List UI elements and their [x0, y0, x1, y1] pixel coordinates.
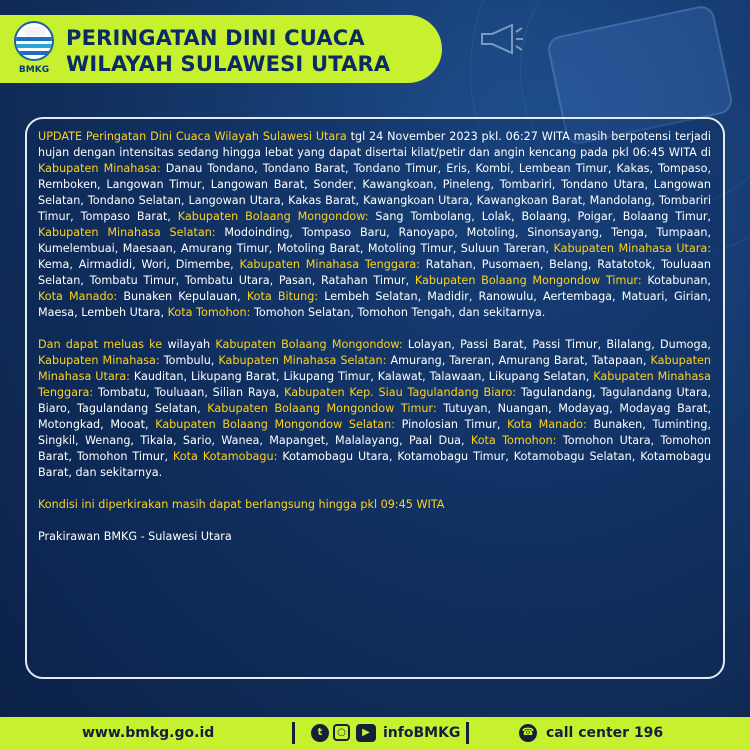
- bmkg-logo-text: BMKG: [18, 65, 50, 75]
- region-label: Kota Tomohon:: [167, 306, 251, 319]
- region-label: Kabupaten Bolaang Mongondow Selatan:: [155, 418, 395, 431]
- twitter-icon[interactable]: t: [311, 724, 329, 742]
- district-list-text: Tomohon Selatan, Tomohon Tengah, dan sekitarnya.: [250, 306, 546, 319]
- region-label: Kabupaten Bolaang Mongondow Timur:: [207, 402, 437, 415]
- region-label: Kabupaten Minahasa:: [38, 162, 161, 175]
- region-label: Kabupaten Minahasa Utara:: [38, 354, 711, 383]
- district-list-text: Pinolosian Timur,: [394, 418, 508, 431]
- social-handle[interactable]: infoBMKG: [383, 725, 461, 741]
- district-list-text: Kotabunan,: [641, 274, 711, 287]
- region-label: Kabupaten Minahasa:: [38, 354, 160, 367]
- bmkg-logo: [12, 21, 56, 79]
- district-list-text: Bunaken, Tuminting, Singkil, Wenang, Tikala, Sario, Wanea, Mapanget, Malalayang, Paal Dua,: [38, 418, 712, 447]
- region-label: Kota Manado:: [38, 290, 118, 303]
- footer-divider: [466, 722, 469, 744]
- district-list-text: Lolayan, Passi Barat, Passi Timur, Bilalang, Dumoga,: [402, 338, 711, 351]
- district-list-text: Ratahan, Pusomaen, Belang, Ratatotok, Touluaan Selatan, Tombatu Timur, Tombatu Utara, Pasan, Ratahan Timur,: [38, 258, 711, 287]
- youtube-icon[interactable]: ▶: [356, 724, 376, 742]
- region-label: Kabupaten Minahasa Utara:: [553, 242, 711, 255]
- phone-icon: ☎: [519, 724, 537, 742]
- footer-divider: [292, 722, 295, 744]
- district-list-text: Modoinding, Tompaso Baru, Ranoyapo, Motoling, Sinonsayang, Tenga, Tumpaan, Kumelembuai, Maesaan, Amurang Timur, Motoling Barat, Motoling Timur, Suluun Tareran,: [38, 226, 711, 255]
- region-label: Kabupaten Bolaang Mongondow:: [215, 338, 403, 351]
- region-label: Kabupaten Minahasa Tenggara:: [239, 258, 421, 271]
- megaphone-icon: [478, 22, 524, 56]
- district-list-text: Tagulandang, Tagulandang Utara, Biaro, Tagulandang Selatan,: [38, 386, 711, 415]
- district-list-text: Kauditan, Likupang Barat, Likupang Timur, Kalawat, Talawaan, Likupang Selatan,: [129, 370, 594, 383]
- page-title-line2: WILAYAH SULAWESI UTARA: [66, 52, 391, 76]
- district-list-text: Tomohon Utara, Tomohon Barat, Tomohon Timur,: [38, 434, 711, 463]
- district-list-text: Tombulu,: [159, 354, 219, 367]
- district-list-text: wilayah: [162, 338, 216, 351]
- warning-paragraph-main: [38, 129, 711, 321]
- district-list-text: Sang Tombolang, Lolak, Bolaang, Poigar, Bolaang Timur,: [368, 210, 711, 223]
- header-banner: [0, 15, 442, 83]
- forecaster-signature: Prakirawan BMKG - Sulawesi Utara: [38, 530, 232, 543]
- page-title-line1: PERINGATAN DINI CUACA: [66, 26, 365, 50]
- region-label: Dan dapat meluas ke: [38, 338, 163, 351]
- condition-note: Kondisi ini diperkirakan masih dapat berlangsung hingga pkl 09:45 WITA: [38, 498, 445, 511]
- instagram-icon[interactable]: ○: [333, 724, 350, 741]
- district-list-text: Danau Tondano, Tondano Barat, Tondano Timur, Eris, Kombi, Lembean Timur, Kakas, Tompaso, Remboken, Langowan Timur, Langowan Barat, Sonder, Kawangkoan, Pineleng, Tombariri, Tondano Utara, Langowan Selatan, Tondano Selatan, Langowan Utara, Kakas Barat, Kawangkoan Utara, Kawangkoan Barat, Mandolang, Tombariri Timur, Tompaso Barat,: [38, 162, 712, 223]
- district-list-text: Bunaken Kepulauan,: [117, 290, 247, 303]
- region-label: Kabupaten Bolaang Mongondow Timur:: [414, 274, 642, 287]
- warning-paragraph-extension: [38, 337, 711, 481]
- call-center-text: call center 196: [546, 725, 664, 741]
- website-link[interactable]: www.bmkg.go.id: [82, 725, 215, 741]
- district-list-text: tgl 24 November 2023 pkl. 06:27 WITA masih berpotensi terjadi hujan dengan intensitas sedang hingga lebat yang dapat disertai kilat/petir dan angin kencang pada pkl 06:45 WITA di: [38, 130, 711, 159]
- footer-bar: [0, 717, 750, 750]
- page-title: [66, 25, 390, 77]
- region-label: Kota Tomohon:: [470, 434, 557, 447]
- region-label: Kabupaten Minahasa Tenggara:: [38, 370, 711, 399]
- district-list-text: Lembeh Selatan, Madidir, Ranowulu, Aertembaga, Matuari, Girian, Maesa, Lembeh Utara,: [38, 290, 711, 319]
- warning-content-box: [25, 117, 725, 679]
- region-label: Kabupaten Minahasa Selatan:: [38, 226, 216, 239]
- region-label: Kota Manado:: [507, 418, 587, 431]
- region-label: Kota Bitung:: [246, 290, 319, 303]
- district-list-text: Amurang, Tareran, Amurang Barat, Tatapaan,: [386, 354, 651, 367]
- district-list-text: Kotamobagu Utara, Kotamobagu Timur, Kotamobagu Selatan, Kotamobagu Barat, dan sekitarnya.: [38, 450, 711, 479]
- region-label: Kabupaten Bolaang Mongondow:: [177, 210, 369, 223]
- region-label: Kabupaten Kep. Siau Tagulandang Biaro:: [284, 386, 517, 399]
- region-label: UPDATE Peringatan Dini Cuaca Wilayah Sulawesi Utara: [38, 130, 347, 143]
- bmkg-logo-emblem: [14, 21, 54, 61]
- region-label: Kabupaten Minahasa Selatan:: [218, 354, 387, 367]
- region-label: Kota Kotamobagu:: [173, 450, 278, 463]
- district-list-text: Tutuyan, Nuangan, Modayag, Modayag Barat, Motongkad, Mooat,: [38, 402, 711, 431]
- district-list-text: Kema, Airmadidi, Wori, Dimembe,: [38, 258, 240, 271]
- district-list-text: Tombatu, Touluaan, Silian Raya,: [93, 386, 285, 399]
